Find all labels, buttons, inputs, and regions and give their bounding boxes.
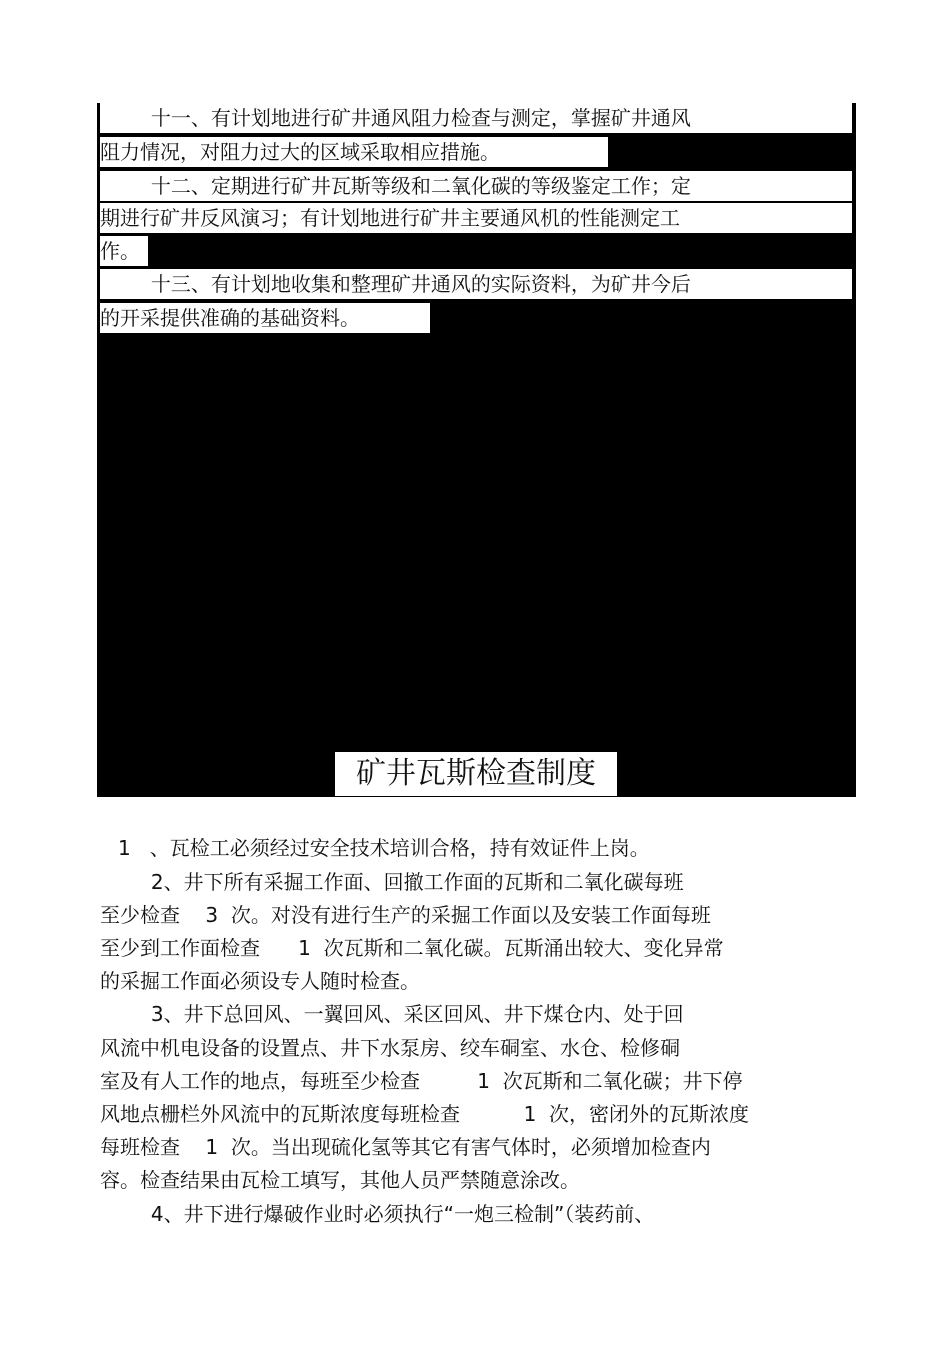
body-line-2: 2、井下所有采掘工作面、回撤工作面的瓦斯和二氧化碳每班 (100, 867, 684, 897)
body-line-9: 风地点栅栏外风流中的瓦斯浓度每班检查 1 次，密闭外的瓦斯浓度 (100, 1099, 749, 1129)
body-line-10: 每班检查 1 次。当出现硫化氢等其它有害气体时，必须增加检查内 (100, 1132, 711, 1162)
body-line-1: 1 、瓦检工必须经过安全技术培训合格，持有效证件上岗。 (118, 833, 650, 863)
upper-line-3: 十二、定期进行矿井瓦斯等级和二氧化碳的等级鉴定工作；定 (100, 171, 852, 201)
body-line-12: 4、井下进行爆破作业时必须执行“一炮三检制”（装药前、 (100, 1199, 654, 1229)
body-line-11: 容。检查结果由瓦检工填写，其他人员严禁随意涂改。 (100, 1165, 580, 1195)
body-line-7: 风流中机电设备的设置点、井下水泵房、绞车硐室、水仓、检修硐 (100, 1033, 680, 1063)
body-line-3: 至少检查 3 次。对没有进行生产的采掘工作面以及安装工作面每班 (100, 900, 711, 930)
upper-line-6: 十三、有计划地收集和整理矿井通风的实际资料，为矿井今后 (100, 269, 852, 299)
upper-line-2: 阻力情况，对阻力过大的区域采取相应措施。 (100, 137, 608, 167)
body-line-8: 室及有人工作的地点，每班至少检查 1 次瓦斯和二氧化碳；井下停 (100, 1066, 743, 1096)
upper-line-5: 作。 (100, 236, 148, 266)
upper-line-1: 十一、有计划地进行矿井通风阻力检查与测定，掌握矿井通风 (100, 103, 852, 133)
section-title: 矿井瓦斯检查制度 (335, 752, 617, 796)
upper-line-4: 期进行矿井反风演习；有计划地进行矿井主要通风机的性能测定工 (100, 203, 852, 233)
body-line-4: 至少到工作面检查 1 次瓦斯和二氧化碳。瓦斯涌出较大、变化异常 (100, 933, 724, 963)
body-line-6: 3、井下总回风、一翼回风、采区回风、井下煤仓内、处于回 (100, 999, 684, 1029)
body-line-5: 的采掘工作面必须设专人随时检查。 (100, 966, 420, 996)
upper-line-7: 的开采提供准确的基础资料。 (100, 303, 430, 333)
